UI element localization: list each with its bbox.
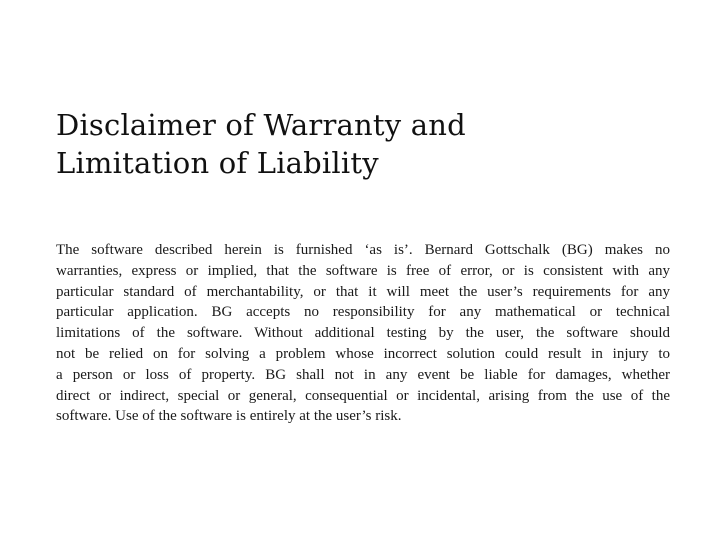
paragraph-line: particular standard of merchantability, or that it will meet the user’s requirements for any [56,283,670,300]
paragraph-line: direct or indirect, special or general, consequential or incidental, arising from the use of the [56,387,670,404]
title-line: Limitation of Liability [56,146,379,180]
paragraph-line: software. Use of the software is entirely at the user’s risk. [56,408,402,425]
disclaimer-paragraph [56,240,670,427]
paragraph-line: particular application. BG accepts no responsibility for any mathematical or technical [56,304,670,321]
page-title [56,106,676,182]
title-line: Disclaimer of Warranty and [56,108,466,142]
paragraph-line: not be relied on for solving a problem whose incorrect solution could result in injury to [56,345,670,362]
paragraph-line: warranties, express or implied, that the software is free of error, or is consistent with any [56,262,670,279]
paragraph-line: limitations of the software. Without additional testing by the user, the software should [56,325,670,342]
paragraph-line: a person or loss of property. BG shall not in any event be liable for damages, whether [56,366,670,383]
paragraph-line: The software described herein is furnished ‘as is’. Bernard Gottschalk (BG) makes no [56,242,670,258]
